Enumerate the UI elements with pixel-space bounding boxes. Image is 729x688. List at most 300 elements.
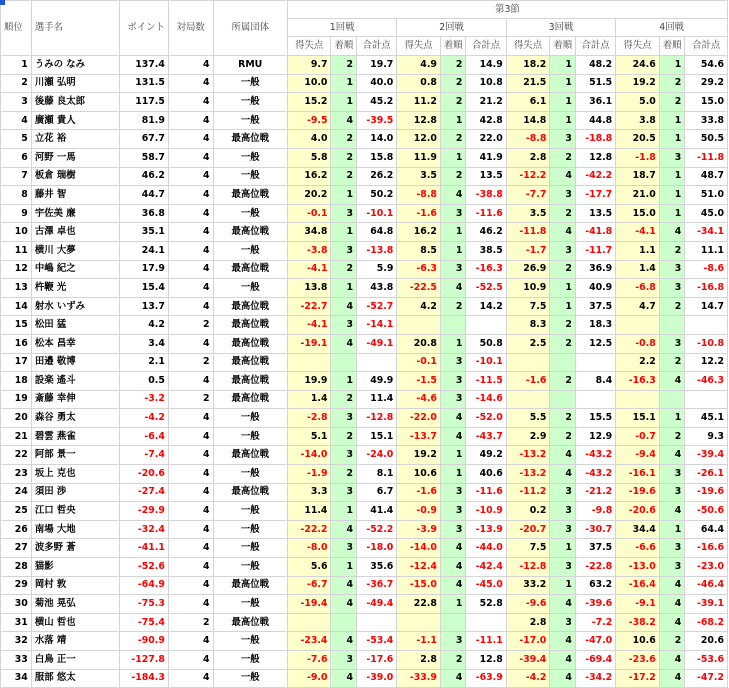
- total-cell[interactable]: -12.8: [356, 409, 396, 428]
- total-cell[interactable]: -16.3: [466, 260, 506, 279]
- points-cell[interactable]: 17.9: [120, 260, 169, 279]
- player-name-cell[interactable]: 設楽 遙斗: [31, 372, 119, 391]
- org-cell[interactable]: 最高位戦: [213, 186, 287, 205]
- total-cell[interactable]: 6.7: [356, 483, 396, 502]
- score-diff-cell[interactable]: 11.4: [287, 502, 331, 521]
- score-diff-cell[interactable]: -17.2: [616, 669, 660, 688]
- score-diff-cell[interactable]: -8.8: [506, 130, 550, 149]
- score-diff-cell[interactable]: 10.6: [397, 465, 441, 484]
- score-diff-cell[interactable]: -9.1: [616, 595, 660, 614]
- placement-cell[interactable]: 1: [550, 74, 576, 93]
- placement-cell[interactable]: 4: [550, 632, 576, 651]
- rank-cell[interactable]: 19: [1, 390, 32, 409]
- total-cell[interactable]: 40.9: [575, 279, 615, 298]
- points-cell[interactable]: -75.3: [120, 595, 169, 614]
- games-cell[interactable]: 2: [168, 353, 213, 372]
- score-diff-cell[interactable]: -8.8: [397, 186, 441, 205]
- total-cell[interactable]: -13.9: [466, 520, 506, 539]
- placement-cell[interactable]: 3: [331, 204, 357, 223]
- games-cell[interactable]: 4: [168, 186, 213, 205]
- placement-cell[interactable]: 4: [440, 279, 466, 298]
- rank-cell[interactable]: 13: [1, 279, 32, 298]
- total-cell[interactable]: 40.0: [356, 74, 396, 93]
- total-cell[interactable]: -16.6: [685, 539, 728, 558]
- total-cell[interactable]: 37.5: [575, 297, 615, 316]
- table-row[interactable]: [1, 427, 728, 446]
- rank-cell[interactable]: 6: [1, 148, 32, 167]
- org-cell[interactable]: 一般: [213, 111, 287, 130]
- total-cell[interactable]: 38.5: [466, 241, 506, 260]
- score-diff-cell[interactable]: 15.0: [616, 204, 660, 223]
- score-diff-cell[interactable]: 5.0: [616, 93, 660, 112]
- player-name-cell[interactable]: 川瀬 弘明: [31, 74, 119, 93]
- games-cell[interactable]: 4: [168, 651, 213, 670]
- table-row[interactable]: [1, 204, 728, 223]
- total-header[interactable]: 合計点: [685, 37, 728, 56]
- games-cell[interactable]: 4: [168, 595, 213, 614]
- score-diff-cell[interactable]: -19.1: [287, 334, 331, 353]
- points-cell[interactable]: -20.6: [120, 465, 169, 484]
- rank-cell[interactable]: 30: [1, 595, 32, 614]
- score-diff-cell[interactable]: -16.4: [616, 576, 660, 595]
- placement-cell[interactable]: 2: [659, 427, 685, 446]
- score-diff-cell[interactable]: -17.0: [506, 632, 550, 651]
- placement-cell[interactable]: 4: [659, 502, 685, 521]
- table-row[interactable]: [1, 148, 728, 167]
- total-cell[interactable]: 44.8: [575, 111, 615, 130]
- placement-cell[interactable]: 2: [550, 427, 576, 446]
- player-name-cell[interactable]: 南場 大地: [31, 520, 119, 539]
- points-cell[interactable]: 13.7: [120, 297, 169, 316]
- placement-cell[interactable]: 2: [659, 297, 685, 316]
- score-diff-cell[interactable]: [506, 353, 550, 372]
- games-cell[interactable]: 4: [168, 148, 213, 167]
- total-cell[interactable]: -41.8: [575, 223, 615, 242]
- rank-cell[interactable]: 29: [1, 576, 32, 595]
- score-diff-cell[interactable]: -12.4: [397, 558, 441, 577]
- total-cell[interactable]: -46.3: [685, 372, 728, 391]
- games-cell[interactable]: 4: [168, 297, 213, 316]
- placement-cell[interactable]: 4: [659, 223, 685, 242]
- score-diff-cell[interactable]: 3.5: [506, 204, 550, 223]
- total-cell[interactable]: -53.4: [356, 632, 396, 651]
- score-diff-header[interactable]: 得失点: [506, 37, 550, 56]
- total-cell[interactable]: -11.7: [575, 241, 615, 260]
- rank-cell[interactable]: 16: [1, 334, 32, 353]
- score-diff-cell[interactable]: 0.8: [397, 74, 441, 93]
- rank-cell[interactable]: 31: [1, 613, 32, 632]
- total-cell[interactable]: 15.5: [575, 409, 615, 428]
- placement-cell[interactable]: 3: [659, 558, 685, 577]
- total-cell[interactable]: -47.2: [685, 669, 728, 688]
- score-diff-cell[interactable]: -14.0: [287, 446, 331, 465]
- placement-cell[interactable]: 3: [331, 316, 357, 335]
- placement-cell[interactable]: 3: [659, 260, 685, 279]
- placement-cell[interactable]: 1: [331, 223, 357, 242]
- games-cell[interactable]: 4: [168, 483, 213, 502]
- points-cell[interactable]: -3.2: [120, 390, 169, 409]
- placement-cell[interactable]: 1: [550, 111, 576, 130]
- games-cell[interactable]: 4: [168, 372, 213, 391]
- placement-cell[interactable]: [659, 316, 685, 335]
- score-diff-cell[interactable]: -22.7: [287, 297, 331, 316]
- score-diff-cell[interactable]: 2.8: [506, 613, 550, 632]
- table-row[interactable]: [1, 576, 728, 595]
- score-diff-cell[interactable]: -7.6: [287, 651, 331, 670]
- total-cell[interactable]: 45.0: [685, 204, 728, 223]
- total-cell[interactable]: -52.5: [466, 279, 506, 298]
- placement-cell[interactable]: 1: [440, 595, 466, 614]
- table-row[interactable]: [1, 372, 728, 391]
- placement-cell[interactable]: 2: [550, 204, 576, 223]
- games-cell[interactable]: 4: [168, 427, 213, 446]
- total-cell[interactable]: 15.1: [356, 427, 396, 446]
- total-cell[interactable]: -10.9: [466, 502, 506, 521]
- rank-cell[interactable]: 3: [1, 93, 32, 112]
- score-diff-cell[interactable]: -1.7: [506, 241, 550, 260]
- score-diff-cell[interactable]: 14.8: [506, 111, 550, 130]
- rank-cell[interactable]: 34: [1, 669, 32, 688]
- placement-cell[interactable]: 1: [331, 502, 357, 521]
- score-diff-cell[interactable]: 4.9: [397, 56, 441, 75]
- games-cell[interactable]: 4: [168, 260, 213, 279]
- placement-cell[interactable]: [440, 613, 466, 632]
- score-diff-cell[interactable]: [616, 316, 660, 335]
- score-diff-cell[interactable]: 34.4: [616, 520, 660, 539]
- score-diff-cell[interactable]: 10.9: [506, 279, 550, 298]
- total-cell[interactable]: -39.6: [575, 595, 615, 614]
- score-diff-cell[interactable]: [616, 390, 660, 409]
- score-diff-cell[interactable]: -6.3: [397, 260, 441, 279]
- placement-cell[interactable]: 4: [440, 576, 466, 595]
- total-cell[interactable]: -21.2: [575, 483, 615, 502]
- score-diff-cell[interactable]: 19.9: [287, 372, 331, 391]
- total-cell[interactable]: [356, 613, 396, 632]
- total-cell[interactable]: 64.4: [685, 520, 728, 539]
- table-row[interactable]: [1, 409, 728, 428]
- score-diff-cell[interactable]: -9.4: [616, 446, 660, 465]
- score-diff-cell[interactable]: 5.1: [287, 427, 331, 446]
- points-cell[interactable]: -52.6: [120, 558, 169, 577]
- games-cell[interactable]: 4: [168, 204, 213, 223]
- placement-cell[interactable]: 1: [440, 223, 466, 242]
- placement-cell[interactable]: [331, 613, 357, 632]
- score-diff-cell[interactable]: -1.1: [397, 632, 441, 651]
- total-cell[interactable]: 48.2: [575, 56, 615, 75]
- rank-cell[interactable]: 14: [1, 297, 32, 316]
- org-cell[interactable]: 最高位戦: [213, 576, 287, 595]
- rank-cell[interactable]: 24: [1, 483, 32, 502]
- player-name-cell[interactable]: 森谷 勇太: [31, 409, 119, 428]
- placement-cell[interactable]: 3: [659, 465, 685, 484]
- player-name-cell[interactable]: 白鳥 正一: [31, 651, 119, 670]
- games-cell[interactable]: 4: [168, 539, 213, 558]
- placement-cell[interactable]: 3: [440, 353, 466, 372]
- org-cell[interactable]: 一般: [213, 651, 287, 670]
- total-cell[interactable]: 41.4: [356, 502, 396, 521]
- total-cell[interactable]: -22.8: [575, 558, 615, 577]
- placement-cell[interactable]: 1: [659, 167, 685, 186]
- games-cell[interactable]: 4: [168, 409, 213, 428]
- org-cell[interactable]: 最高位戦: [213, 390, 287, 409]
- total-cell[interactable]: -38.8: [466, 186, 506, 205]
- player-name-cell[interactable]: 中嶋 紀之: [31, 260, 119, 279]
- score-diff-cell[interactable]: [287, 613, 331, 632]
- games-cell[interactable]: 4: [168, 111, 213, 130]
- player-name-cell[interactable]: 古澤 卓也: [31, 223, 119, 242]
- org-cell[interactable]: 一般: [213, 167, 287, 186]
- score-diff-cell[interactable]: -13.2: [506, 465, 550, 484]
- games-header[interactable]: 対局数: [168, 1, 213, 56]
- rank-cell[interactable]: 20: [1, 409, 32, 428]
- placement-header[interactable]: 着順: [331, 37, 357, 56]
- rank-header[interactable]: 順位: [1, 1, 32, 56]
- score-diff-cell[interactable]: -11.8: [506, 223, 550, 242]
- placement-cell[interactable]: 4: [440, 558, 466, 577]
- table-row[interactable]: [1, 56, 728, 75]
- score-diff-cell[interactable]: 3.8: [616, 111, 660, 130]
- placement-cell[interactable]: 2: [440, 167, 466, 186]
- org-cell[interactable]: 一般: [213, 279, 287, 298]
- table-row[interactable]: [1, 111, 728, 130]
- placement-cell[interactable]: 2: [659, 632, 685, 651]
- score-diff-cell[interactable]: 13.8: [287, 279, 331, 298]
- score-diff-cell[interactable]: -12.2: [506, 167, 550, 186]
- score-diff-cell[interactable]: -19.4: [287, 595, 331, 614]
- placement-header[interactable]: 着順: [550, 37, 576, 56]
- org-cell[interactable]: 一般: [213, 558, 287, 577]
- org-header[interactable]: 所属団体: [213, 1, 287, 56]
- placement-cell[interactable]: 2: [440, 130, 466, 149]
- rank-cell[interactable]: 4: [1, 111, 32, 130]
- score-diff-cell[interactable]: -2.8: [287, 409, 331, 428]
- total-cell[interactable]: 36.9: [575, 260, 615, 279]
- placement-cell[interactable]: 1: [331, 558, 357, 577]
- score-diff-cell[interactable]: 1.4: [616, 260, 660, 279]
- games-cell[interactable]: 4: [168, 167, 213, 186]
- score-diff-header[interactable]: 得失点: [397, 37, 441, 56]
- total-cell[interactable]: -39.5: [356, 111, 396, 130]
- placement-cell[interactable]: 4: [550, 167, 576, 186]
- total-header[interactable]: 合計点: [466, 37, 506, 56]
- total-header[interactable]: 合計点: [356, 37, 396, 56]
- points-cell[interactable]: 36.8: [120, 204, 169, 223]
- round-header-2[interactable]: 2回戦: [397, 19, 506, 37]
- total-cell[interactable]: -7.2: [575, 613, 615, 632]
- round-header-3[interactable]: 3回戦: [506, 19, 615, 37]
- org-cell[interactable]: 一般: [213, 632, 287, 651]
- total-cell[interactable]: 11.1: [685, 241, 728, 260]
- score-diff-cell[interactable]: 5.8: [287, 148, 331, 167]
- player-name-cell[interactable]: 水落 靖: [31, 632, 119, 651]
- total-cell[interactable]: 19.7: [356, 56, 396, 75]
- placement-cell[interactable]: 2: [550, 148, 576, 167]
- placement-cell[interactable]: 4: [331, 576, 357, 595]
- points-cell[interactable]: 131.5: [120, 74, 169, 93]
- points-cell[interactable]: 67.7: [120, 130, 169, 149]
- placement-cell[interactable]: 1: [659, 111, 685, 130]
- total-cell[interactable]: -11.5: [466, 372, 506, 391]
- score-diff-cell[interactable]: -38.2: [616, 613, 660, 632]
- player-name-cell[interactable]: 横山 哲也: [31, 613, 119, 632]
- table-row[interactable]: [1, 93, 728, 112]
- score-diff-cell[interactable]: -22.0: [397, 409, 441, 428]
- placement-cell[interactable]: 2: [331, 130, 357, 149]
- total-cell[interactable]: [356, 353, 396, 372]
- org-cell[interactable]: 一般: [213, 427, 287, 446]
- rank-cell[interactable]: 12: [1, 260, 32, 279]
- score-diff-cell[interactable]: [287, 353, 331, 372]
- points-cell[interactable]: 2.1: [120, 353, 169, 372]
- rank-cell[interactable]: 22: [1, 446, 32, 465]
- total-cell[interactable]: [575, 390, 615, 409]
- org-cell[interactable]: 一般: [213, 502, 287, 521]
- table-row[interactable]: [1, 520, 728, 539]
- score-diff-cell[interactable]: [506, 390, 550, 409]
- total-cell[interactable]: 15.0: [685, 93, 728, 112]
- total-cell[interactable]: 51.0: [685, 186, 728, 205]
- score-diff-cell[interactable]: -3.8: [287, 241, 331, 260]
- placement-cell[interactable]: 1: [331, 372, 357, 391]
- placement-cell[interactable]: 1: [331, 93, 357, 112]
- total-cell[interactable]: -49.1: [356, 334, 396, 353]
- placement-cell[interactable]: 3: [331, 483, 357, 502]
- score-diff-cell[interactable]: 26.9: [506, 260, 550, 279]
- total-cell[interactable]: -16.8: [685, 279, 728, 298]
- score-diff-cell[interactable]: -22.5: [397, 279, 441, 298]
- total-cell[interactable]: -52.7: [356, 297, 396, 316]
- total-cell[interactable]: -39.4: [685, 446, 728, 465]
- rank-cell[interactable]: 18: [1, 372, 32, 391]
- points-cell[interactable]: -41.1: [120, 539, 169, 558]
- score-diff-cell[interactable]: 20.2: [287, 186, 331, 205]
- org-cell[interactable]: 一般: [213, 241, 287, 260]
- rank-cell[interactable]: 11: [1, 241, 32, 260]
- player-name-cell[interactable]: 須田 渉: [31, 483, 119, 502]
- placement-cell[interactable]: 3: [550, 613, 576, 632]
- placement-cell[interactable]: 4: [331, 632, 357, 651]
- placement-cell[interactable]: 3: [440, 372, 466, 391]
- total-cell[interactable]: [466, 613, 506, 632]
- placement-cell[interactable]: 2: [331, 465, 357, 484]
- total-cell[interactable]: 9.3: [685, 427, 728, 446]
- table-row[interactable]: [1, 297, 728, 316]
- points-cell[interactable]: -32.4: [120, 520, 169, 539]
- player-name-cell[interactable]: 阿部 景一: [31, 446, 119, 465]
- total-cell[interactable]: -49.4: [356, 595, 396, 614]
- score-diff-cell[interactable]: -0.1: [397, 353, 441, 372]
- points-cell[interactable]: -184.3: [120, 669, 169, 688]
- player-name-cell[interactable]: 宇佐美 廉: [31, 204, 119, 223]
- points-cell[interactable]: 137.4: [120, 56, 169, 75]
- table-row[interactable]: [1, 279, 728, 298]
- total-cell[interactable]: -43.2: [575, 465, 615, 484]
- player-name-cell[interactable]: 松田 猛: [31, 316, 119, 335]
- table-row[interactable]: [1, 446, 728, 465]
- games-cell[interactable]: 4: [168, 279, 213, 298]
- table-row[interactable]: [1, 334, 728, 353]
- table-row[interactable]: [1, 539, 728, 558]
- round-header-4[interactable]: 4回戦: [616, 19, 728, 37]
- points-cell[interactable]: -127.8: [120, 651, 169, 670]
- score-diff-cell[interactable]: -1.8: [616, 148, 660, 167]
- score-diff-cell[interactable]: -1.5: [397, 372, 441, 391]
- org-cell[interactable]: 一般: [213, 93, 287, 112]
- placement-cell[interactable]: 4: [659, 595, 685, 614]
- org-cell[interactable]: 最高位戦: [213, 613, 287, 632]
- placement-cell[interactable]: 4: [440, 539, 466, 558]
- score-diff-cell[interactable]: -3.9: [397, 520, 441, 539]
- org-cell[interactable]: 最高位戦: [213, 297, 287, 316]
- total-cell[interactable]: -13.8: [356, 241, 396, 260]
- org-cell[interactable]: 最高位戦: [213, 334, 287, 353]
- total-cell[interactable]: -47.0: [575, 632, 615, 651]
- placement-cell[interactable]: 1: [550, 56, 576, 75]
- player-name-cell[interactable]: 田邉 敬博: [31, 353, 119, 372]
- org-cell[interactable]: 最高位戦: [213, 223, 287, 242]
- placement-cell[interactable]: [550, 353, 576, 372]
- total-cell[interactable]: -18.8: [575, 130, 615, 149]
- total-cell[interactable]: 52.8: [466, 595, 506, 614]
- player-name-cell[interactable]: うみの なみ: [31, 56, 119, 75]
- player-name-cell[interactable]: 後藤 良太郎: [31, 93, 119, 112]
- score-diff-cell[interactable]: -9.5: [287, 111, 331, 130]
- table-row[interactable]: [1, 465, 728, 484]
- total-cell[interactable]: 54.6: [685, 56, 728, 75]
- placement-cell[interactable]: 2: [550, 409, 576, 428]
- table-row[interactable]: [1, 353, 728, 372]
- total-cell[interactable]: 50.8: [466, 334, 506, 353]
- player-name-cell[interactable]: 猫影: [31, 558, 119, 577]
- rank-cell[interactable]: 9: [1, 204, 32, 223]
- total-header[interactable]: 合計点: [575, 37, 615, 56]
- total-cell[interactable]: 40.6: [466, 465, 506, 484]
- placement-cell[interactable]: 1: [659, 186, 685, 205]
- placement-cell[interactable]: 2: [659, 74, 685, 93]
- org-cell[interactable]: 一般: [213, 74, 287, 93]
- score-diff-cell[interactable]: -9.0: [287, 669, 331, 688]
- rank-cell[interactable]: 23: [1, 465, 32, 484]
- placement-cell[interactable]: 3: [550, 186, 576, 205]
- points-header[interactable]: ポイント: [120, 1, 169, 56]
- rank-cell[interactable]: 1: [1, 56, 32, 75]
- score-diff-cell[interactable]: -11.2: [506, 483, 550, 502]
- placement-cell[interactable]: 3: [550, 241, 576, 260]
- placement-cell[interactable]: [659, 390, 685, 409]
- placement-cell[interactable]: 4: [550, 651, 576, 670]
- placement-cell[interactable]: 1: [440, 334, 466, 353]
- total-cell[interactable]: 14.7: [685, 297, 728, 316]
- score-diff-cell[interactable]: 18.2: [506, 56, 550, 75]
- rank-cell[interactable]: 28: [1, 558, 32, 577]
- placement-cell[interactable]: 2: [659, 241, 685, 260]
- placement-cell[interactable]: 3: [550, 558, 576, 577]
- rank-cell[interactable]: 32: [1, 632, 32, 651]
- placement-cell[interactable]: 3: [659, 279, 685, 298]
- games-cell[interactable]: 4: [168, 446, 213, 465]
- player-name-cell[interactable]: 射水 いずみ: [31, 297, 119, 316]
- score-diff-cell[interactable]: 16.2: [287, 167, 331, 186]
- score-diff-cell[interactable]: -13.0: [616, 558, 660, 577]
- total-cell[interactable]: -34.1: [685, 223, 728, 242]
- score-diff-cell[interactable]: -39.4: [506, 651, 550, 670]
- placement-cell[interactable]: 3: [659, 483, 685, 502]
- score-diff-cell[interactable]: -6.8: [616, 279, 660, 298]
- org-cell[interactable]: 一般: [213, 539, 287, 558]
- player-name-cell[interactable]: 松本 昌幸: [31, 334, 119, 353]
- placement-cell[interactable]: 2: [550, 372, 576, 391]
- total-cell[interactable]: -10.1: [466, 353, 506, 372]
